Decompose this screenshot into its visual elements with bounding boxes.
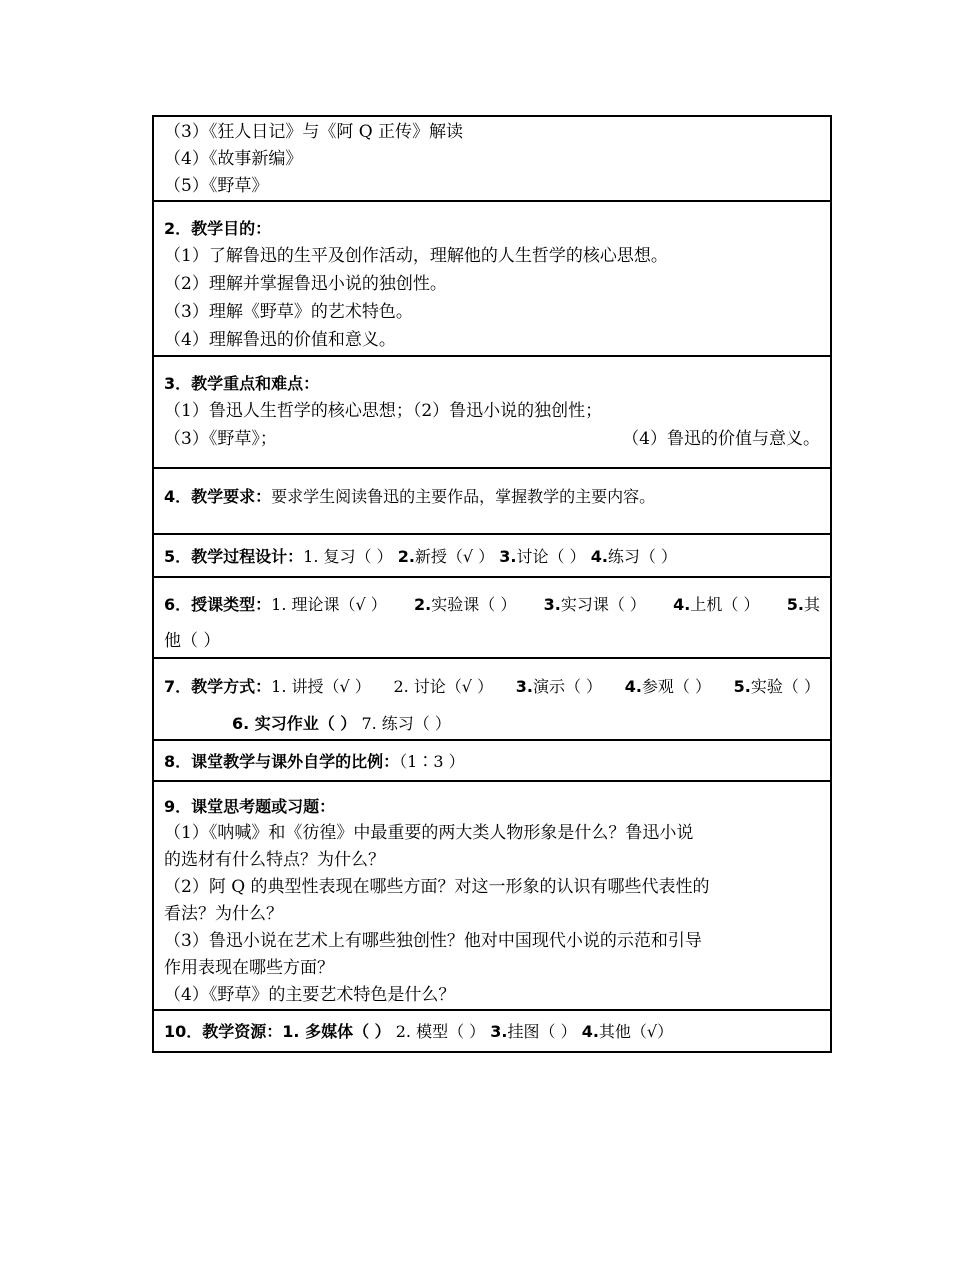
resources-model: 2. 模型（ ） <box>395 1022 486 1041</box>
process-option-number: 2. <box>397 547 415 566</box>
resources-title: 10．教学资源： <box>164 1022 283 1041</box>
resources-row <box>154 1011 830 1053</box>
questions-title: 9．课堂思考题或习题： <box>164 797 336 816</box>
outline-item: （5）《野草》 <box>164 176 269 196</box>
resources-number: 3. <box>490 1022 508 1041</box>
question-line: （4）《野草》的主要艺术特色是什么？ <box>164 985 456 1005</box>
question-line: （1）《呐喊》和《彷徨》中最重要的两大类人物形象是什么？鲁迅小说 <box>164 823 694 843</box>
requirement-line <box>164 483 820 511</box>
method-lecture: 1. 讲授（√ ） <box>271 677 371 696</box>
lesson-type-line <box>164 590 820 620</box>
lesson-type-other: 其 <box>803 595 820 614</box>
lesson-type-practicum: 实习课（ ） <box>560 595 646 614</box>
resources-multimedia: 1. 多媒体（ ） <box>282 1022 391 1041</box>
purpose-item: （1）了解鲁迅的生平及创作活动，理解他的人生哲学的核心思想。 <box>164 246 668 266</box>
process-option-practice: 练习（ ） <box>607 547 678 566</box>
method-visit: 参观（ ） <box>641 677 712 696</box>
requirement-title: 4．教学要求： <box>164 487 272 506</box>
purpose-row <box>154 202 830 357</box>
purpose-item: （2）理解并掌握鲁迅小说的独创性。 <box>164 274 447 294</box>
question-line: （3）鲁迅小说在艺术上有哪些独创性？他对中国现代小说的示范和引导 <box>164 931 702 951</box>
question-line: 看法？为什么？ <box>164 904 283 924</box>
lesson-type-number: 2. <box>414 595 432 614</box>
outline-item: （4）《故事新编》 <box>164 149 303 169</box>
keypoints-line: （1）鲁迅人生哲学的核心思想；（2）鲁迅小说的独创性； <box>164 401 603 421</box>
ratio-line <box>164 748 820 776</box>
lesson-type-number: 3. <box>543 595 561 614</box>
method-number: 3. <box>515 677 533 696</box>
resources-wallchart: 挂图（ ） <box>507 1022 577 1041</box>
process-line <box>164 543 820 571</box>
lesson-type-row <box>154 578 830 659</box>
syllabus-table <box>152 115 832 1053</box>
method-discussion: 2. 讨论（√ ） <box>393 677 494 696</box>
keypoints-row <box>154 357 830 469</box>
process-option-number: 4. <box>590 547 608 566</box>
question-line: （2）阿 Q 的典型性表现在哪些方面？对这一形象的认识有哪些代表性的 <box>164 877 710 897</box>
keypoint-3: （3）《野草》； <box>164 429 277 449</box>
keypoint-4: （4）鲁迅的价值与意义。 <box>622 429 820 449</box>
keypoints-line <box>164 425 820 453</box>
questions-row <box>154 782 830 1011</box>
requirement-row <box>154 469 830 535</box>
lesson-type-number: 4. <box>673 595 691 614</box>
method-experiment: 实验（ ） <box>750 677 820 696</box>
resources-other: 其他（√） <box>598 1022 674 1041</box>
process-title: 5．教学过程设计： <box>164 547 304 566</box>
ratio-value: （1∶3 ） <box>399 752 465 771</box>
outline-row <box>154 117 830 202</box>
method-number: 5. <box>733 677 751 696</box>
question-line: 的选材有什么特点？为什么？ <box>164 850 385 870</box>
ratio-title: 8．课堂教学与课外自学的比例： <box>164 752 400 771</box>
resources-number: 4. <box>581 1022 599 1041</box>
method-exercise: 7. 练习（ ） <box>361 714 451 733</box>
process-option-review: 1. 复习（ ） <box>303 547 393 566</box>
outline-item: （3）《狂人日记》与《阿 Q 正传》解读 <box>164 122 464 142</box>
question-line: 作用表现在哪些方面？ <box>164 958 334 978</box>
lesson-type-number: 5. <box>786 595 804 614</box>
lesson-type-theory: 1. 理论课（√ ） <box>271 595 387 614</box>
resources-line <box>164 1018 820 1046</box>
process-option-number: 3. <box>499 547 517 566</box>
process-row <box>154 535 830 578</box>
method-demo: 演示（ ） <box>532 677 603 696</box>
method-line <box>164 672 820 702</box>
lesson-type-computer: 上机（ ） <box>690 595 760 614</box>
method-internship: 6. 实习作业（ ） <box>232 714 357 733</box>
purpose-item: （4）理解鲁迅的价值和意义。 <box>164 330 396 350</box>
process-option-new: 新授（√ ） <box>414 547 495 566</box>
purpose-title: 2．教学目的： <box>164 219 272 238</box>
method-title: 7．教学方式： <box>164 677 272 696</box>
lesson-type-title: 6．授课类型： <box>164 595 272 614</box>
method-line-2 <box>164 709 820 739</box>
lesson-type-continuation: 他（ ） <box>164 631 221 651</box>
requirement-text: 要求学生阅读鲁迅的主要作品，掌握教学的主要内容。 <box>271 487 656 506</box>
process-option-discuss: 讨论（ ） <box>516 547 586 566</box>
method-row <box>154 659 830 741</box>
keypoints-title: 3．教学重点和难点： <box>164 374 320 393</box>
ratio-row <box>154 741 830 782</box>
lesson-type-lab: 实验课（ ） <box>431 595 517 614</box>
method-number: 4. <box>624 677 642 696</box>
purpose-item: （3）理解《野草》的艺术特色。 <box>164 302 413 322</box>
